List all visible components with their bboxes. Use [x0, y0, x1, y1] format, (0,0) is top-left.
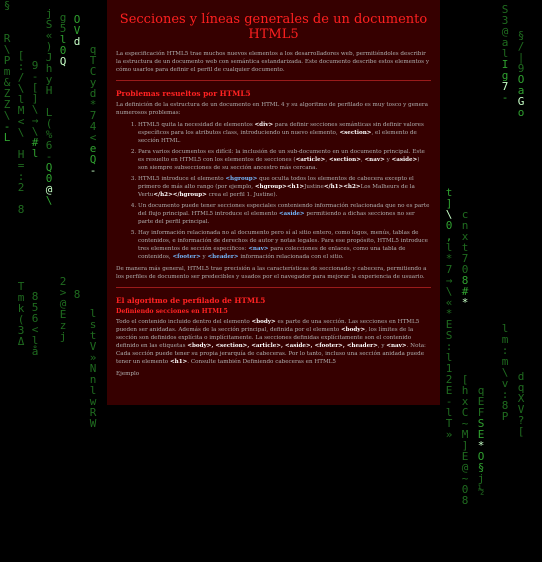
matrix-column: [528, 0, 542, 561]
list-item: 5. Hay información relacionada no al documento pero sí al sitio entero, como logos, menús, tablas de contenidos, e información de derechos de autor y notas legales. Para ese propósito, HTML5 introduce tres elementos de sección específicos: <nav> para colecciones de enlaces, como una tabla de contenidos, <footer> y <header> información relacionada con el sitio.: [138, 229, 431, 261]
article-panel: [107, 0, 440, 405]
matrix-column: j S « ) J h y H L ( % 6 - Q 0 @ \: [45, 7, 53, 207]
algorithm-paragraph: Todo el contenido incluido dentro del elemento <body> es parte de una sección. Las secciones en HTML5 pueden ser anidadas. Además de la sección principal, definida por el elemento <body>, los límites de la sección son definidos explícita o implícitamente. La secciones definidas explícitamente son el contenido definido en las etiquetas <body>, <section>, <article>, <aside>, <footer>, <header>, y <nav>. Nota: Cada sección puede tener su propia jerarquía de cabeceras. Por lo tanto, incluso una sección anidada puede tener un elemento <h1>. Consulte también Definiendo cabeceras en HTML5: [116, 319, 426, 365]
problems-outro: De manera más general, HTML5 trae precisión a las características de seccionado y cabecera, permitiendo a los perfiles de documento ser predecibles y usados por el navegador para mejorar la experiencia de usuario.: [116, 266, 427, 280]
list-item: 3. HTML5 introduce el elemento <hgroup> que oculta todos los elementos de cabecera excepto el primero de más alto rango (por ejemplo, <hgroup><h1>Justine</h1><h2>Los Malheurs de la Vertu</h2></hgroup> crea el perfil 1. Justine).: [138, 175, 431, 199]
section-heading-problems: Problemas resueltos por HTML5: [116, 89, 251, 98]
list-item: 1. HTML5 quita la necesidad de elementos <div> para definir secciones semánticas sin definir valores específicos para los atributos class, introduciendo un nuevo elemento, <section>, el elemento de sección HTML.: [138, 121, 431, 145]
matrix-column: § / | 9 O a G o d q X V ? [: [517, 29, 525, 438]
intro-paragraph: La especificación HTML5 trae muchos nuevos elementos a los desarrolladores web, permitiéndoles describir la estructura de un documento web con semántica estandarizada. Este documento describe estos elementos y cómo usarlos para definir el perfil de cualquier documento.: [116, 51, 429, 73]
list-item: 4. Un documento puede tener secciones especiales conteniendo información relacionada que no es parte del flujo principal. HTML5 introduce el elemento <aside> permitiendo a dichas secciones no ser parte del perfil principal.: [138, 202, 431, 226]
list-item: 2. Para varios documentos es difícil: la inclusión de un sub-documento en un documento principal. Este es resuelto en HTML5 con los elementos de secciones (<article>, <section>, <nav> y <aside>) son siempre subsecciones de su sección ancestro más cercana.: [138, 148, 431, 172]
subheading-defining-sections: Definiendo secciones en HTML5: [116, 308, 228, 315]
matrix-column: c n x t 7 0 8 # * [ h x C ~ M ] E @ ~ 0 8: [461, 208, 469, 507]
matrix-column: g 5 l 0 Q 2 > @ E z j: [59, 11, 67, 343]
matrix-column: 9 - [ ] \ → \ # l 8 5 6 < l å: [31, 59, 39, 358]
problems-list: [116, 121, 431, 261]
section-heading-algorithm: El algoritmo de perfilado de HTML5: [116, 296, 266, 305]
matrix-column: S 3 @ a l I g 7 - l m : m \ v : 8 P: [501, 3, 509, 423]
matrix-column: [ : / \ l M < \ H = : 2 8 T m k ( 3 Δ: [17, 49, 25, 348]
matrix-column: § R \ P m & Z Z \ - L: [3, 0, 11, 144]
example-label: Ejemplo: [116, 371, 140, 377]
problems-lead: La definición de la estructura de un documento en HTML 4 y su algoritmo de perfilado es muy tosco y genera numerosos problemas:: [116, 102, 428, 116]
divider: [116, 287, 431, 288]
matrix-column: t ] \ 0 , l * 7 → \ « * E S : l 1 2 E - l T »: [445, 186, 453, 441]
matrix-column: q E F S E * O § j ½: [477, 384, 485, 496]
divider: [116, 80, 431, 81]
page-title: Secciones y líneas generales de un documento HTML5: [119, 12, 428, 42]
matrix-column: O V d 8: [73, 13, 81, 301]
matrix-column: q T C y d * 7 4 < e Q - l s t V » N n l w R W: [89, 43, 97, 430]
